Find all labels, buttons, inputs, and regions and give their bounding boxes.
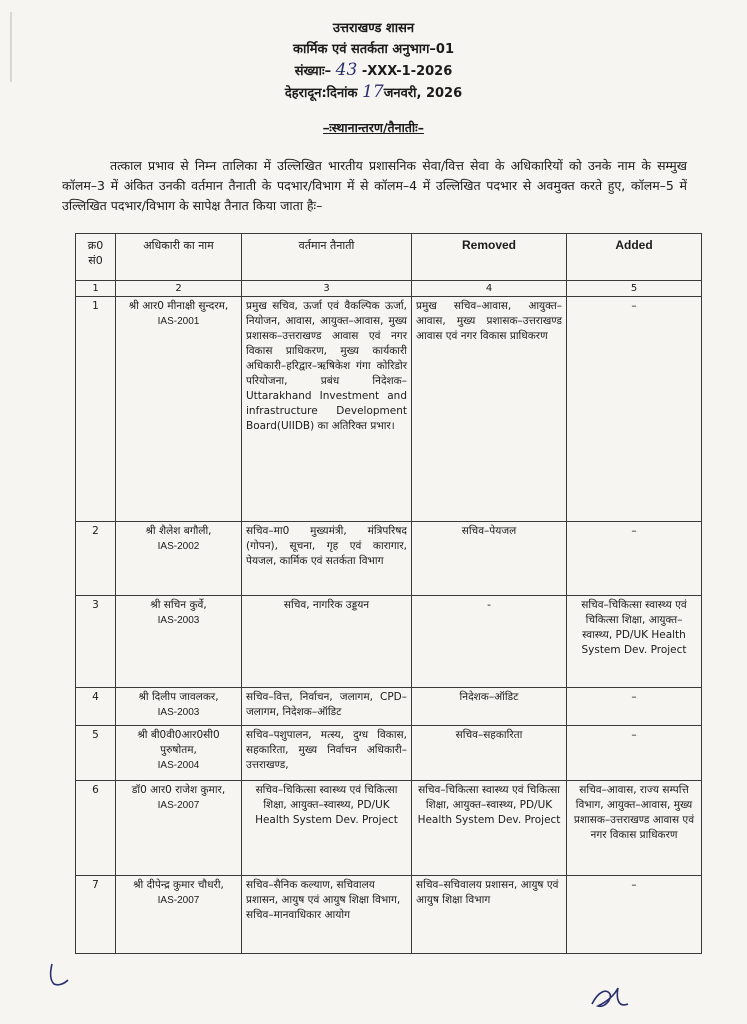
order-intro-paragraph: तत्काल प्रभाव से निम्न तालिका में उल्लिखित भारतीय प्रशासनिक सेवा/वित्त सेवा के अधिकारियों को उनके नाम के सम्मुख कॉलम–3 में अंकित उनकी वर्तमान तैनाती के पदभार/विभाग में से कॉलम–4 में उल्लिखित पदभार से अवमुक्त करते हुए, कॉलम–5 में उल्लिखित पदभार/विभाग के सापेक्ष तैनात किया जाता हैः–	[62, 158, 687, 213]
col-number: 2	[116, 281, 242, 297]
row-sno: 6	[76, 781, 116, 876]
row-added: –	[567, 297, 702, 522]
transfer-table	[75, 233, 702, 954]
row-removed: -	[412, 596, 567, 688]
handwritten-date-day: 17	[362, 82, 384, 102]
row-sno: 5	[76, 726, 116, 781]
row-sno: 3	[76, 596, 116, 688]
row-officer	[116, 688, 242, 726]
table-row	[76, 876, 702, 954]
table-row	[76, 522, 702, 596]
row-current-posting: सचिव–चिकित्सा स्वास्थ्य एवं चिकित्सा शिक्षा, आयुक्त–स्वास्थ्य, PD/UK Health System Dev. Project	[242, 781, 412, 876]
row-current-posting: सचिव, नागरिक उड्डयन	[242, 596, 412, 688]
row-added: –	[567, 726, 702, 781]
officer-name: श्री सचिन कुर्वे,	[150, 599, 207, 611]
col-header-sno: क्र0 सं0	[76, 234, 116, 281]
row-removed: सचिव–सहकारिता	[412, 726, 567, 781]
reference-number: संख्याः– 43 -XXX-1-2026	[294, 60, 453, 80]
column-number-row	[76, 281, 702, 297]
table-header-row	[76, 234, 702, 281]
row-added: सचिव–आवास, राज्य सम्पत्ति विभाग, आयुक्त–आवास, मुख्य प्रशासक–उत्तराखण्ड आवास एवं नगर विकास प्राधिकरण	[567, 781, 702, 876]
officer-service: IAS-2002	[157, 541, 200, 552]
officer-service: IAS-2007	[157, 800, 200, 811]
row-removed: प्रमुख सचिव–आवास, आयुक्त–आवास, मुख्य प्रशासक–उत्तराखण्ड आवास एवं नगर विकास प्राधिकरण	[412, 297, 567, 522]
signature-right	[588, 982, 634, 1018]
row-current-posting: प्रमुख सचिव, ऊर्जा एवं वैकल्पिक ऊर्जा, नियोजन, आवास, आयुक्त–आवास, मुख्य प्रशासक–उत्तराखण्ड आवास एवं नगर विकास प्राधिकरण, मुख्य कार्यकारी अधिकारी–हरिद्वार–ऋषिकेश गंगा कोरिडोर परियोजना, प्रबंध निदेशक– Uttarakhand Investment and infrastructure Development Board(UIIDB) का अतिरिक्त प्रभार।	[242, 297, 412, 522]
row-sno: 4	[76, 688, 116, 726]
row-officer	[116, 781, 242, 876]
row-current-posting: सचिव–सैनिक कल्याण, सचिवालय प्रशासन, आयुष एवं आयुष शिक्षा विभाग, सचिव–मानवाधिकार आयोग	[242, 876, 412, 954]
officer-service: IAS-2003	[157, 615, 200, 626]
row-current-posting: सचिव–पशुपालन, मत्स्य, दुग्ध विकास, सहकारिता, मुख्य निर्वाचन अधिकारी– उत्तराखण्ड,	[242, 726, 412, 781]
officer-service: IAS-2001	[157, 316, 200, 327]
row-removed: सचिव–सचिवालय प्रशासन, आयुष एवं आयुष शिक्षा विभाग	[412, 876, 567, 954]
row-officer	[116, 522, 242, 596]
row-officer	[116, 876, 242, 954]
row-removed: सचिव–चिकित्सा स्वास्थ्य एवं चिकित्सा शिक्षा, आयुक्त–स्वास्थ्य, PD/UK Health System Dev. Project	[412, 781, 567, 876]
officer-name: श्री शैलेश बगौली,	[145, 525, 212, 537]
row-officer	[116, 297, 242, 522]
row-sno: 1	[76, 297, 116, 522]
row-added: सचिव–चिकित्सा स्वास्थ्य एवं चिकित्सा शिक्षा, आयुक्त–स्वास्थ्य, PD/UK Health System Dev. Project	[567, 596, 702, 688]
col-number: 5	[567, 281, 702, 297]
row-removed: निदेशक–ऑडिट	[412, 688, 567, 726]
officer-service: IAS-2004	[157, 760, 200, 771]
officer-service: IAS-2003	[157, 707, 200, 718]
table-row	[76, 688, 702, 726]
col-number: 1	[76, 281, 116, 297]
row-current-posting: सचिव–वित्त, निर्वाचन, जलागम, CPD–जलागम, निदेशक–ऑडिट	[242, 688, 412, 726]
order-subject: –ःस्थानान्तरण/तैनातीः–	[323, 120, 424, 135]
officer-name: श्री दीपेन्द्र कुमार चौधरी,	[133, 879, 224, 891]
row-sno: 7	[76, 876, 116, 954]
officer-name: श्री आर0 मीनाक्षी सुन्दरम,	[128, 300, 229, 312]
col-header-current: वर्तमान तैनाती	[242, 234, 412, 281]
table-row	[76, 781, 702, 876]
row-sno: 2	[76, 522, 116, 596]
col-number: 4	[412, 281, 567, 297]
order-date: देहरादून:दिनांक 17जनवरी, 2026	[284, 82, 463, 102]
table-row	[76, 726, 702, 781]
row-added: –	[567, 688, 702, 726]
col-header-added: Added	[567, 234, 702, 281]
col-number: 3	[242, 281, 412, 297]
row-current-posting: सचिव–मा0 मुख्यमंत्री, मंत्रिपरिषद (गोपन), सूचना, गृह एवं कारागार, पेयजल, कार्मिक एवं सतर्कता विभाग	[242, 522, 412, 596]
row-added: –	[567, 522, 702, 596]
officer-name: श्री बी0वी0आर0सी0 पुरुषोतम,	[137, 729, 220, 756]
col-header-removed: Removed	[412, 234, 567, 281]
row-officer	[116, 726, 242, 781]
government-name: उत्तराखण्ड शासन	[332, 21, 415, 36]
officer-name: डॉ0 आर0 राजेश कुमार,	[131, 784, 226, 796]
row-removed: सचिव–पेयजल	[412, 522, 567, 596]
officer-service: IAS-2007	[157, 895, 200, 906]
row-officer	[116, 596, 242, 688]
initial-mark-left	[44, 960, 74, 990]
table-row	[76, 297, 702, 522]
handwritten-ref-number: 43	[335, 60, 358, 80]
officer-name: श्री दिलीप जावलकर,	[138, 691, 219, 703]
letterhead	[0, 18, 747, 104]
table-row	[76, 596, 702, 688]
department-name: कार्मिक एवं सतर्कता अनुभाग–01	[293, 42, 454, 57]
row-added: –	[567, 876, 702, 954]
col-header-name: अधिकारी का नाम	[116, 234, 242, 281]
